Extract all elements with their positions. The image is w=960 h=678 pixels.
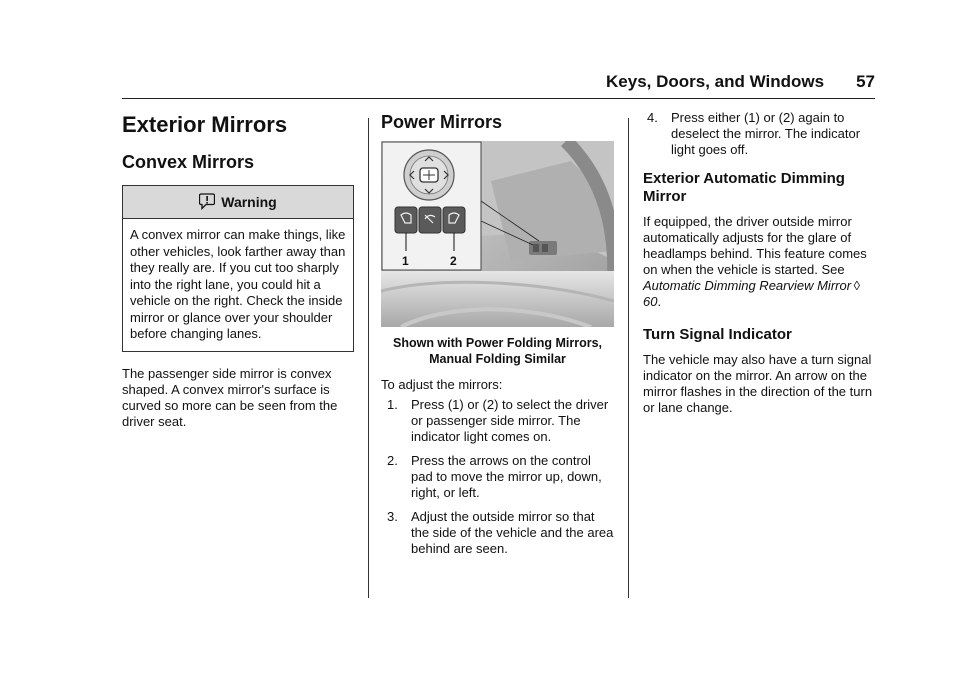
step-number: 3. (387, 509, 398, 524)
adjust-intro: To adjust the mirrors: (381, 377, 503, 392)
figure-label-1: 1 (402, 254, 409, 268)
convex-paragraph: The passenger side mirror is convex shaped. A convex mirror's surface is curved so more can be seen from the driver seat. (122, 365, 338, 429)
list-item (381, 509, 614, 557)
warning-text: A convex mirror can make things, like other vehicles, look farther away than they really are. If you cut too sharply into the right lane, you could hit a vehicle on the right. Check the inside mirror or glance over your shoulder before changing lanes. (130, 227, 346, 341)
step-text: Press the arrows on the control pad to move the mirror up, down, right, or left. (411, 453, 602, 500)
mirror-control-figure (381, 141, 614, 327)
page-header (122, 72, 875, 99)
dimming-reference-link[interactable]: Automatic Dimming Rearview Mirror (643, 278, 852, 293)
dimming-text: If equipped, the driver outside mirror automatically adjusts for the glare of headlamps behind. This feature comes on when the vehicle is started. See (643, 214, 867, 277)
step-text: Adjust the outside mirror so that the side of the vehicle and the area behind are seen. (411, 509, 614, 556)
column-2 (381, 108, 614, 565)
warning-title: Warning (221, 194, 277, 210)
adjust-steps (381, 397, 614, 557)
adjust-steps-continued (643, 110, 875, 158)
turn-signal-heading: Turn Signal Indicator (643, 326, 792, 343)
step-text: Press (1) or (2) to select the driver or passenger side mirror. The indicator light comes on. (411, 397, 609, 444)
dimming-paragraph: If equipped, the driver outside mirror automatically adjusts for the glare of headlamps behind. This feature comes on when the vehicle is started. See Automatic Dimming Rearview Mirror ◊ 60. (643, 214, 867, 309)
list-item (643, 110, 875, 158)
list-item (381, 397, 614, 445)
mirror-control-illustration (381, 141, 614, 327)
power-mirrors-heading: Power Mirrors (381, 112, 503, 132)
turn-signal-paragraph: The vehicle may also have a turn signal indicator on the mirror. An arrow on the mirror flashes in the direction of the turn or lane change. (643, 352, 873, 415)
figure-label-2: 2 (450, 254, 457, 268)
section-title: Keys, Doors, and Windows (606, 72, 825, 91)
list-item (381, 453, 614, 501)
step-text: Press either (1) or (2) again to deselect the mirror. The indicator light goes off. (671, 110, 861, 157)
convex-mirrors-heading: Convex Mirrors (122, 152, 255, 172)
page-number: 57 (856, 72, 875, 91)
page-ref-icon: ◊ (853, 278, 861, 293)
column-divider (368, 118, 369, 598)
exterior-mirrors-heading: Exterior Mirrors (122, 112, 288, 137)
dimming-page-link[interactable]: 60 (643, 294, 658, 309)
warning-icon (199, 192, 215, 213)
step-number: 2. (387, 453, 398, 468)
warning-header (123, 186, 353, 219)
step-number: 1. (387, 397, 398, 412)
step-number: 4. (647, 110, 658, 125)
column-1 (122, 108, 354, 430)
column-3 (643, 108, 875, 416)
warning-box (122, 185, 354, 352)
dimming-mirror-heading: Exterior Automatic Dimming Mirror (643, 170, 845, 205)
column-divider (628, 118, 629, 598)
figure-caption: Shown with Power Folding Mirrors, Manual Folding Similar (392, 336, 603, 366)
